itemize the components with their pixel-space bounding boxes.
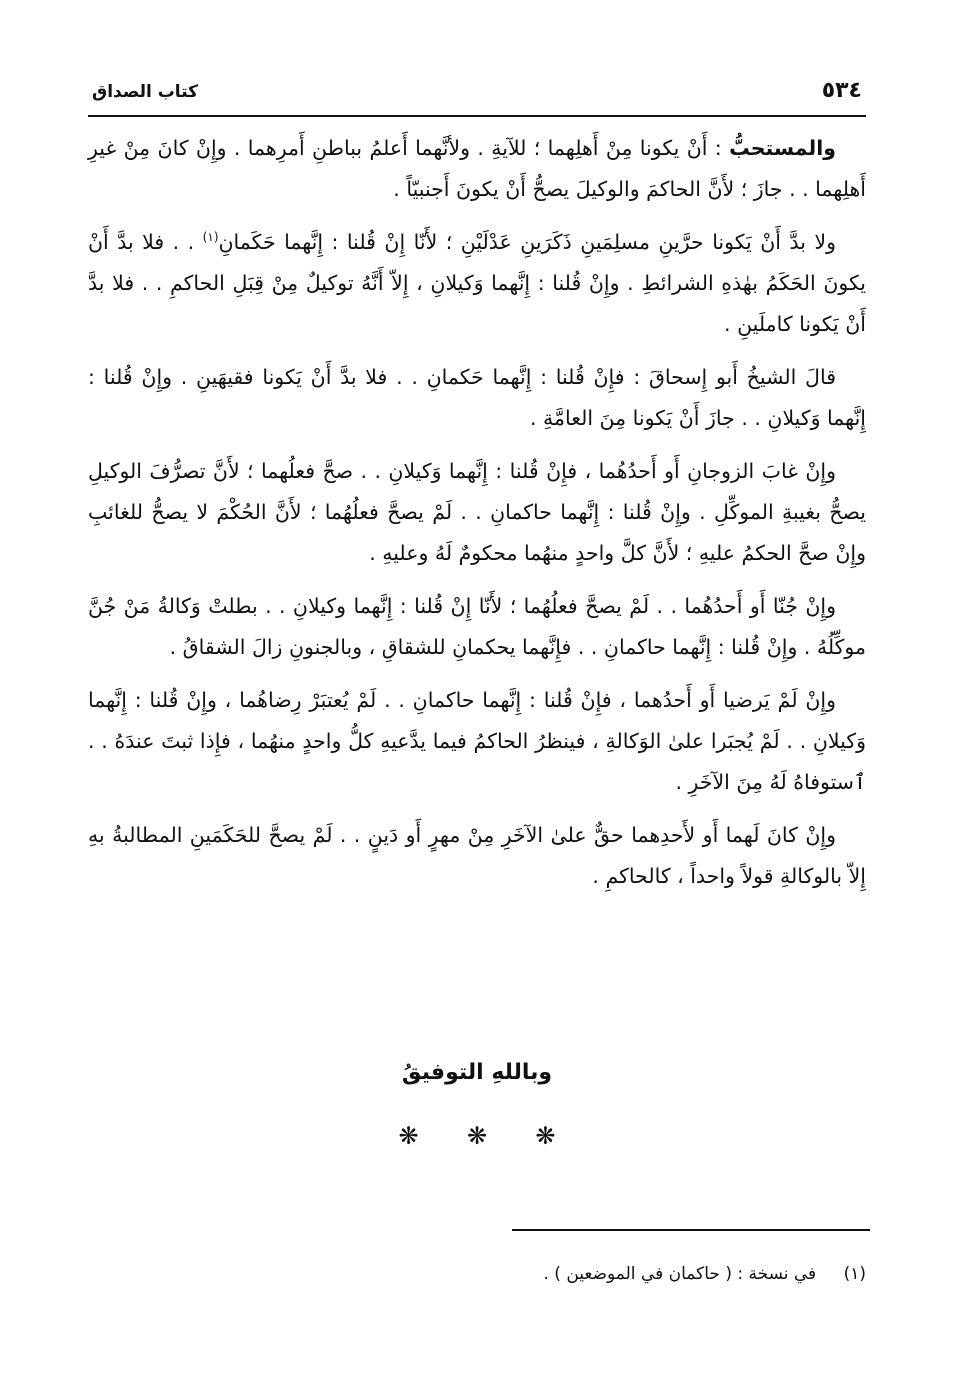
paragraph-5 [88, 586, 866, 668]
paragraph-text: ولا بدَّ أَنْ يَكونا حرَّينِ مسلِمَينِ ذَكَرَينِ عَدْلَيْنِ ؛ لأَنّا إِنْ قُلنا : إِنَّهما حَكَمانِ [218, 230, 836, 254]
paragraph-text: وإِنْ لَمْ يَرضيا أَو أَحدُهما ، فإِنْ قُلنا : إِنَّهما حاكمانِ . . لَمْ يُعتبَرْ رِضاهُما ، وإِنْ قُلنا : إِنَّهما وَكيلانِ . . لَمْ يُجبَرا علىٰ الوَكالةِ ، فينظرُ الحاكمُ فيما يدَّعيهِ كلُّ واحدٍ منهُما ، فإِذا ثبتَ عندَهُ . . ٱستوفاهُ لَهُ مِنَ الآخَرِ . [88, 688, 866, 794]
star-ornament-icon: ❋ [535, 1122, 556, 1150]
closing-formula: وباللهِ التوفيقُ [401, 1060, 553, 1085]
paragraph-text-continued: . . فلا بدَّ أَنْ يكونَ الحَكَمُ بهٰذهِ الشرائطِ . وإِنْ قُلنا : إِنَّهما وَكيلانِ ، إِلاّ أَنَّهُ توكيلٌ مِنْ قِبَلِ الحاكمِ . . فلا بدَّ أَنْ يَكونا كاملَينِ . [88, 230, 866, 336]
paragraph-3 [88, 357, 866, 439]
paragraph-text: وإِنْ غابَ الزوجانِ أَو أَحدُهُما ، فإِنْ قُلنا : إِنَّهما وَكيلانِ . . صحَّ فعلُهما ؛ لأَنَّ تصرُّفَ الوكيلِ يصحُّ بغيبةِ الموكِّلِ . وإِنْ قُلنا : إِنَّهما حاكمانِ . . لَمْ يصحَّ فعلُهُما ؛ لأَنَّ الحُكْمَ لا يصحُّ للغائبِ وإِنْ صحَّ الحكمُ عليهِ ؛ لأَنَّ كلَّ واحدٍ منهُما محكومٌ لَهُ وعليهِ . [88, 459, 866, 565]
paragraph-2 [88, 222, 866, 345]
paragraph-6 [88, 680, 866, 803]
paragraph-4 [88, 451, 866, 574]
paragraph-text: وإِنْ جُنّا أَو أَحدُهُما . . لَمْ يصحَّ فعلُهُما ؛ لأَنّا إِنْ قُلنا : إِنَّهما وكيلانِ . . بطلتْ وَكالةُ مَنْ جُنَّ موكِّلُهُ . وإِنْ قُلنا : إِنَّهما حاكمانِ . . فإِنَّهما يحكمانِ للشقاقِ ، وبالجنونِ زالَ الشقاقُ . [88, 594, 866, 659]
paragraph-1 [88, 128, 866, 210]
footnote-reference[interactable]: (١) [202, 230, 219, 245]
section-ornament [88, 1122, 866, 1150]
star-ornament-icon: ❋ [466, 1122, 488, 1150]
header-rule [88, 115, 866, 117]
footnote-text: في نسخة : ( حاكمان في الموضعين ) . [543, 1264, 817, 1284]
footnote-rule [512, 1229, 870, 1231]
running-head [92, 78, 862, 114]
paragraph-text: وإِنْ كانَ لَهما أَو لأَحدِهما حقٌّ علىٰ الآخَرِ مِنْ مهرٍ أَو دَينٍ . . لَمْ يصحَّ للحَكَمَينِ المطالبةُ بهِ إِلاّ بالوكالةِ قولاً واحداً ، كالحاكمِ . [88, 823, 866, 888]
footnote [88, 1264, 866, 1284]
paragraph-7 [88, 815, 866, 897]
lead-word: والمستحبُّ [729, 136, 836, 160]
star-ornament-icon: ❋ [398, 1122, 419, 1150]
paragraph-text: قالَ الشيخُ أَبو إِسحاقَ : فإِنْ قُلنا : إِنَّهما حَكمانِ . . فلا بدَّ أَنْ يَكونا فقيهَينِ . وإِنْ قُلنا : إِنَّهما وَكيلانِ . . جازَ أَنْ يَكونا مِنَ العامَّةِ . [88, 365, 866, 430]
book-title: كتاب الصداق [92, 82, 199, 102]
page-number: ٥٣٤ [821, 78, 862, 103]
paragraph-text: : أَنْ يكونا مِنْ أَهلِهما ؛ للآيةِ . ولأنَّهما أَعلمُ بباطنِ أَمرِهما . وإِنْ كانَ مِنْ غيرِ أَهلِهما . . جازَ ؛ لأَنَّ الحاكمَ والوكيلَ يصحُّ أَنْ يكونَ أَجنبيّاً . [88, 136, 866, 201]
body-text [88, 128, 866, 909]
footnote-number: (١) [843, 1264, 866, 1284]
